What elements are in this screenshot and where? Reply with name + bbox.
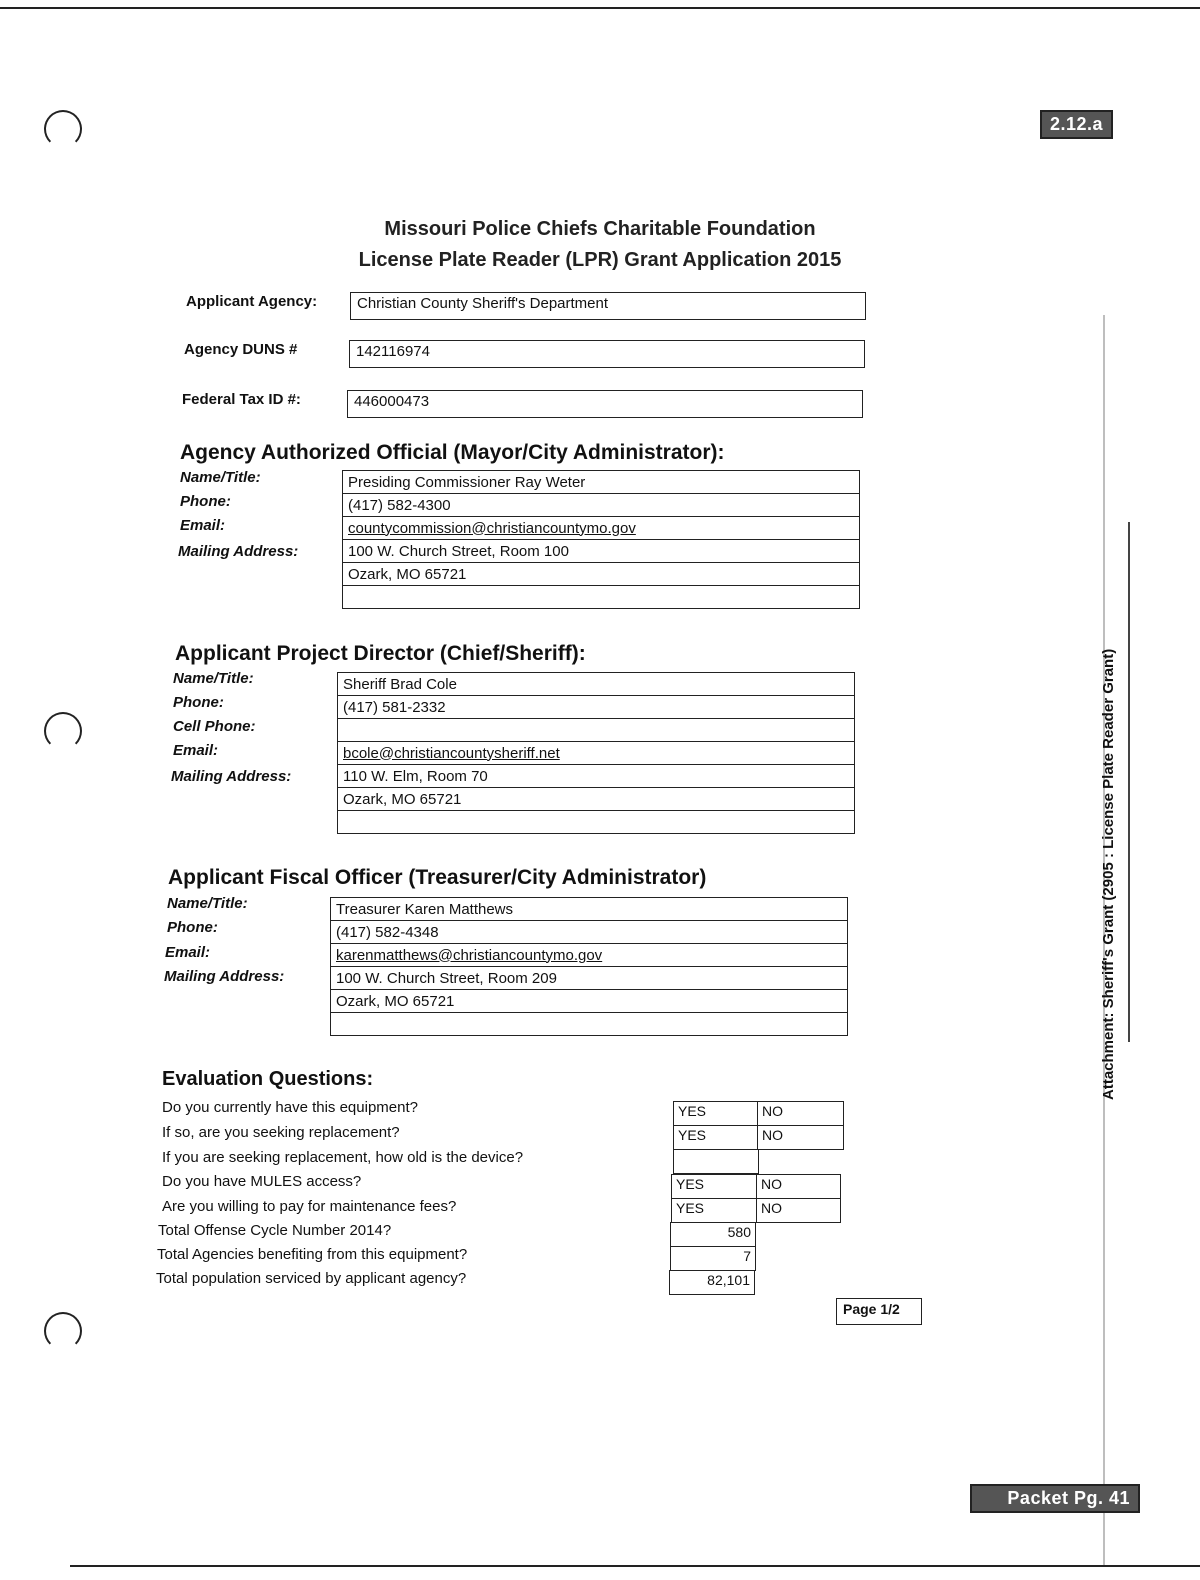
duns-field[interactable]: 142116974 <box>349 340 865 368</box>
table-row <box>343 494 860 517</box>
table-row <box>338 673 855 696</box>
table-row <box>331 967 848 990</box>
q1-no-option[interactable]: NO <box>757 1101 844 1126</box>
table-row <box>343 471 860 494</box>
director-email-value[interactable]: bcole@christiancountysheriff.net <box>338 742 855 765</box>
official-address-line-3[interactable] <box>343 586 860 609</box>
official-name-value[interactable]: Presiding Commissioner Ray Weter <box>343 471 860 494</box>
director-phone-label: Phone: <box>173 694 224 711</box>
director-name-value[interactable]: Sheriff Brad Cole <box>338 673 855 696</box>
question-7: Total Agencies benefiting from this equipment? <box>157 1246 468 1263</box>
table-row <box>338 811 855 834</box>
packet-page-label: Packet Pg. 41 <box>970 1484 1140 1513</box>
population-value[interactable]: 82,101 <box>669 1270 755 1295</box>
side-rule <box>1128 522 1130 1042</box>
fiscal-address-line-3[interactable] <box>331 1013 848 1036</box>
side-attachment-text: Attachment: Sheriff's Grant (2905 : License Plate Reader Grant) <box>1100 648 1117 1100</box>
q5-no-option[interactable]: NO <box>756 1198 841 1223</box>
form-title-line-1: Missouri Police Chiefs Charitable Foundation <box>384 218 816 240</box>
question-8: Total population serviced by applicant agency? <box>156 1270 467 1287</box>
question-3: If you are seeking replacement, how old is the device? <box>162 1149 524 1166</box>
offense-cycle-value[interactable]: 580 <box>670 1222 756 1247</box>
fiscal-name-label: Name/Title: <box>167 895 248 912</box>
director-heading: Applicant Project Director (Chief/Sheriff): <box>175 642 586 665</box>
table-row <box>343 563 860 586</box>
fiscal-address-line-1[interactable]: 100 W. Church Street, Room 209 <box>331 967 848 990</box>
official-phone-value[interactable]: (417) 582-4300 <box>343 494 860 517</box>
q3-device-age-field[interactable] <box>673 1149 759 1174</box>
question-1: Do you currently have this equipment? <box>162 1099 418 1116</box>
fiscal-phone-label: Phone: <box>167 919 218 936</box>
fiscal-address-line-2[interactable]: Ozark, MO 65721 <box>331 990 848 1013</box>
table-row <box>338 765 855 788</box>
director-email-label: Email: <box>173 742 219 759</box>
q1-yes-option[interactable]: YES <box>673 1101 759 1126</box>
table-row <box>343 517 860 540</box>
table-row <box>331 1013 848 1036</box>
table-row <box>343 540 860 563</box>
table-row <box>338 788 855 811</box>
official-address-line-1[interactable]: 100 W. Church Street, Room 100 <box>343 540 860 563</box>
director-name-label: Name/Title: <box>173 670 254 687</box>
q2-no-option[interactable]: NO <box>757 1125 844 1150</box>
table-row <box>338 696 855 719</box>
official-name-label: Name/Title: <box>180 469 261 486</box>
tax-id-field[interactable]: 446000473 <box>347 390 863 418</box>
official-phone-label: Phone: <box>180 493 231 510</box>
evaluation-heading: Evaluation Questions: <box>162 1068 374 1090</box>
director-table <box>337 672 855 834</box>
director-address-line-3[interactable] <box>338 811 855 834</box>
binder-hole-2 <box>44 712 82 750</box>
official-address-line-2[interactable]: Ozark, MO 65721 <box>343 563 860 586</box>
director-address-line-2[interactable]: Ozark, MO 65721 <box>338 788 855 811</box>
table-row <box>331 944 848 967</box>
fiscal-phone-value[interactable]: (417) 582-4348 <box>331 921 848 944</box>
director-cell-value[interactable] <box>338 719 855 742</box>
agency-field[interactable]: Christian County Sheriff's Department <box>350 292 866 320</box>
table-row <box>331 921 848 944</box>
director-address-line-1[interactable]: 110 W. Elm, Room 70 <box>338 765 855 788</box>
agencies-benefiting-value[interactable]: 7 <box>670 1246 756 1271</box>
director-phone-value[interactable]: (417) 581-2332 <box>338 696 855 719</box>
official-address-label: Mailing Address: <box>178 543 299 560</box>
director-cell-label: Cell Phone: <box>173 718 256 735</box>
director-address-label: Mailing Address: <box>171 768 292 785</box>
question-6: Total Offense Cycle Number 2014? <box>158 1222 392 1239</box>
table-row <box>343 586 860 609</box>
duns-label: Agency DUNS # <box>184 341 298 358</box>
q4-no-option[interactable]: NO <box>756 1174 841 1199</box>
official-table <box>342 470 860 609</box>
top-border-line <box>0 7 1200 9</box>
official-email-label: Email: <box>180 517 226 534</box>
table-row <box>331 898 848 921</box>
tax-id-label: Federal Tax ID #: <box>182 391 301 408</box>
fiscal-table <box>330 897 848 1036</box>
agency-label: Applicant Agency: <box>186 293 318 310</box>
q5-yes-option[interactable]: YES <box>671 1198 758 1223</box>
fiscal-email-label: Email: <box>165 944 211 961</box>
official-email-value[interactable]: countycommission@christiancountymo.gov <box>343 517 860 540</box>
form-title-line-2: License Plate Reader (LPR) Grant Application 2015 <box>358 249 842 271</box>
official-heading: Agency Authorized Official (Mayor/City Administrator): <box>180 441 725 464</box>
binder-hole-3 <box>44 1312 82 1350</box>
fiscal-name-value[interactable]: Treasurer Karen Matthews <box>331 898 848 921</box>
q4-yes-option[interactable]: YES <box>671 1174 758 1199</box>
table-row <box>338 742 855 765</box>
question-2: If so, are you seeking replacement? <box>162 1124 400 1141</box>
table-row <box>331 990 848 1013</box>
fiscal-address-label: Mailing Address: <box>164 968 285 985</box>
question-4: Do you have MULES access? <box>162 1173 362 1190</box>
q2-yes-option[interactable]: YES <box>673 1125 759 1150</box>
question-5: Are you willing to pay for maintenance fees? <box>162 1198 457 1215</box>
binder-hole-1 <box>44 110 82 148</box>
fiscal-heading: Applicant Fiscal Officer (Treasurer/City Administrator) <box>168 866 707 889</box>
bottom-border-line <box>70 1565 1200 1567</box>
page-number: Page 1/2 <box>836 1298 922 1325</box>
fiscal-email-value[interactable]: karenmatthews@christiancountymo.gov <box>331 944 848 967</box>
table-row <box>338 719 855 742</box>
page-tag: 2.12.a <box>1040 110 1113 139</box>
